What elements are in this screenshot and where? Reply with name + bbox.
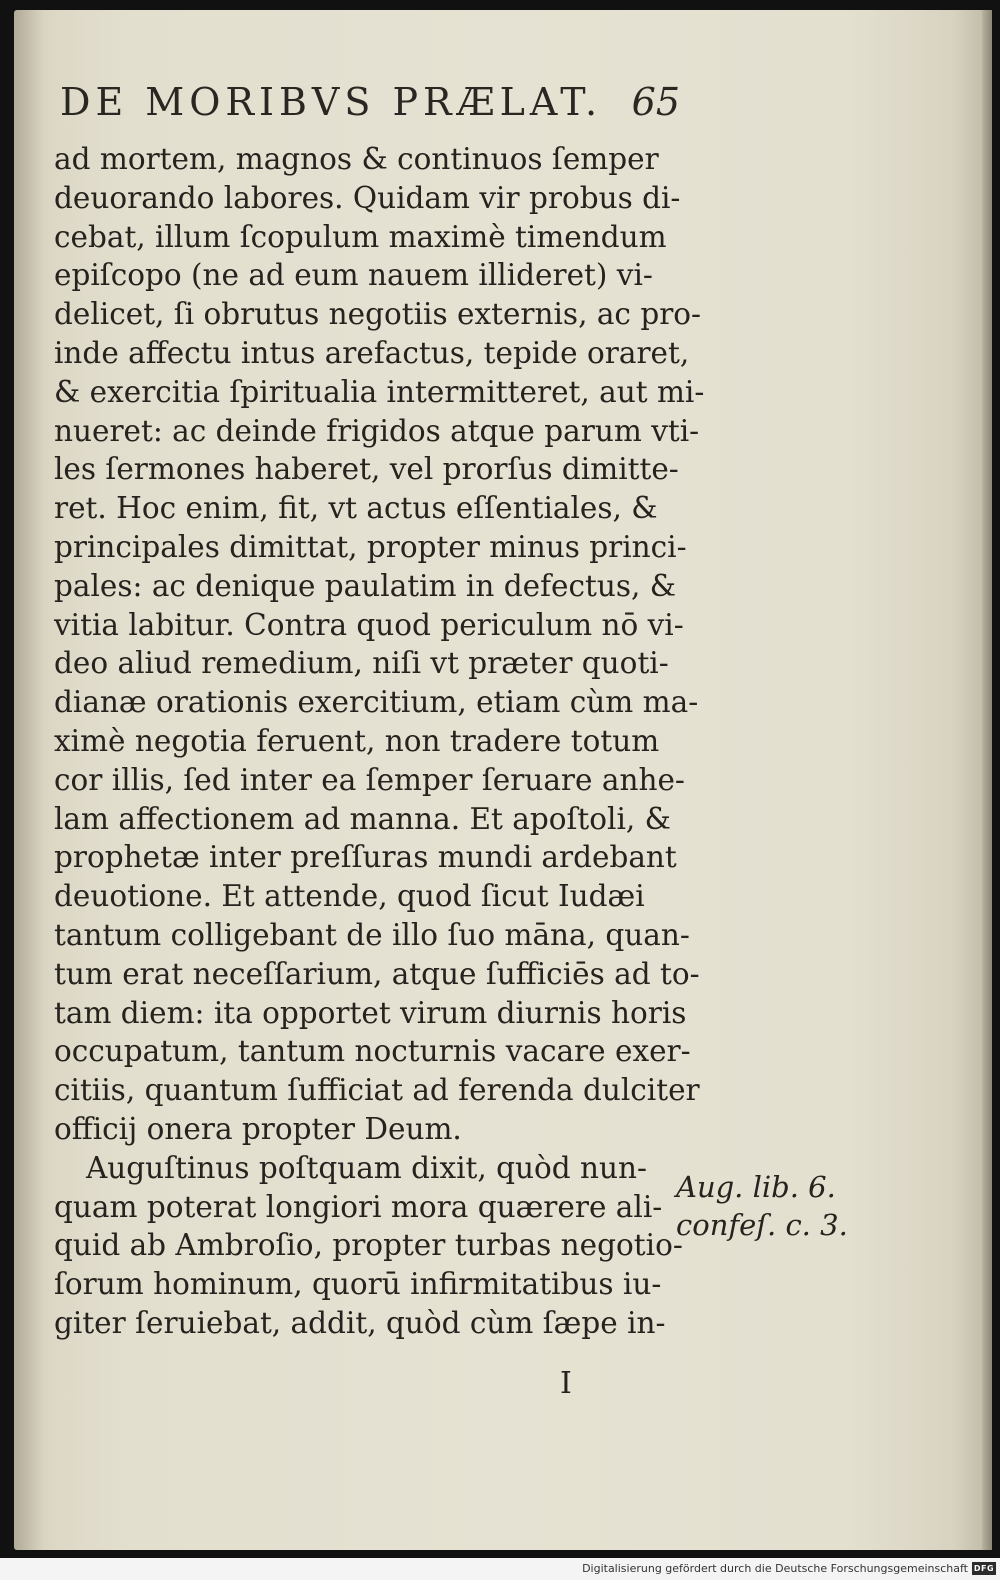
text-line: ret. Hoc enim, fit, vt actus eſſentiales, & [54, 491, 658, 526]
dfg-logo: DFG [973, 1564, 995, 1573]
text-line: nueret: ac deinde frigidos atque parum vti- [54, 413, 700, 448]
text-line: & exercitia ſpiritualia intermitteret, aut mi- [54, 374, 705, 409]
text-line: epiſcopo (ne ad eum nauem illideret) vi- [54, 258, 653, 293]
text-line: citiis, quantum ſufficiat ad ferenda dulciter [54, 1073, 700, 1108]
text-line: prophetæ inter preſſuras mundi ardebant [54, 840, 677, 875]
marginal-note-line: confeſ. c. 3. [676, 1208, 848, 1242]
text-line: delicet, ſi obrutus negotiis externis, ac pro- [54, 297, 702, 332]
text-line: principales dimittat, propter minus princi- [54, 529, 687, 564]
page-number: 65 [631, 80, 680, 124]
text-line: ad mortem, magnos & continuos ſemper [54, 142, 659, 176]
footer-credit: Digitalisierung gefördert durch die Deutsche Forschungsgemeinschaft [582, 1562, 968, 1575]
text-line: deuotione. Et attende, quod ſicut Iudæi [54, 879, 645, 914]
marginal-note-line: Aug. lib. 6. [676, 1170, 836, 1204]
marginal-note [676, 1168, 876, 1244]
signature-mark: I [560, 1366, 572, 1401]
text-line: giter ſeruiebat, addit, quòd cùm ſæpe in- [54, 1305, 666, 1340]
text-line: lam affectionem ad manna. Et apoſtoli, & [54, 801, 671, 836]
page-header [40, 76, 680, 136]
text-line: occupatum, tantum nocturnis vacare exer- [54, 1034, 691, 1069]
text-line: inde affectu intus arefactus, tepide oraret, [54, 335, 690, 370]
text-line: vitia labitur. Contra quod periculum nō vi- [54, 607, 684, 642]
text-line: cor illis, ſed inter ea ſemper ſeruare anhe- [54, 762, 685, 797]
fore-edge [982, 10, 992, 1550]
text-line: quid ab Ambroſio, propter turbas negotio- [54, 1228, 683, 1263]
text-line: deo aliud remedium, niſi vt præter quoti- [54, 646, 669, 681]
text-line: tam diem: ita opportet virum diurnis horis [54, 995, 687, 1030]
text-line: ſorum hominum, quorū infirmitatibus iu- [54, 1267, 662, 1302]
text-line: tantum colligebant de illo ſuo māna, quan- [54, 917, 690, 952]
text-line: quam poterat longiori mora quærere ali- [54, 1189, 663, 1224]
paragraph-first-line: Auguſtinus poſtquam dixit, quòd nun- [86, 1150, 648, 1185]
text-line: les ſermones haberet, vel prorſus dimitte- [54, 452, 679, 487]
text-line: ximè negotia feruent, non tradere totum [54, 723, 660, 758]
body-text [54, 140, 705, 1343]
running-head: DE MORIBVS PRÆLAT. [60, 80, 603, 124]
footer-bar [0, 1558, 1000, 1580]
text-line: tum erat neceſſarium, atque ſufficiēs ad to- [54, 956, 700, 991]
text-line: deuorando labores. Quidam vir probus di- [54, 180, 681, 215]
text-line: dianæ orationis exercitium, etiam cùm ma- [54, 685, 699, 720]
text-line: officij onera propter Deum. [54, 1111, 462, 1146]
text-line: cebat, illum ſcopulum maximè timendum [54, 219, 667, 254]
text-line: pales: ac denique paulatim in defectus, & [54, 568, 676, 603]
gutter-shadow [14, 10, 44, 1550]
